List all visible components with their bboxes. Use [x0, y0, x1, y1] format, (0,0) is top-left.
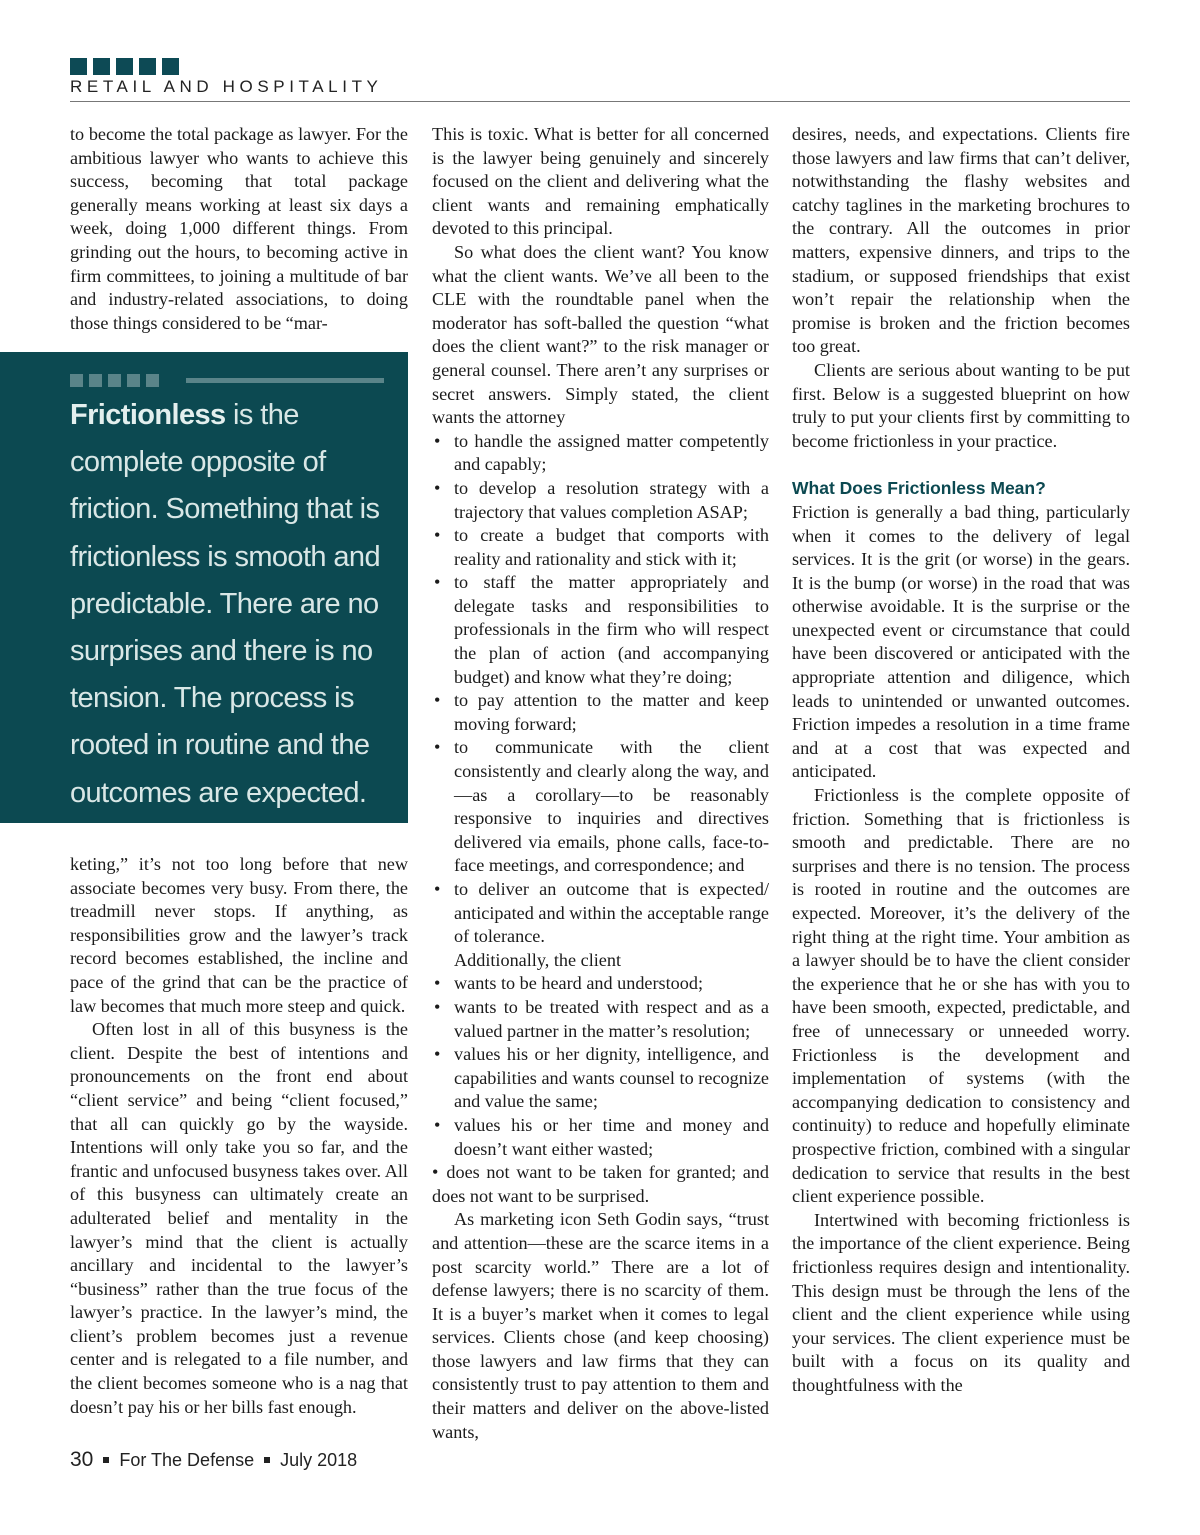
paragraph: As marketing icon Seth Godin says, “trust and attention—these are the scarce items in a post scarcity world.” There are a lot of defense lawyers; there is no scarcity of them. It is a buyer’s market when it comes to legal services. Clients chose (and keep choosing) those lawyers and law firms that they can consistently trust to pay attention to them and their matters and deliver on the above-listed wants,: [432, 1209, 769, 1442]
list-item: • to pay attention to the matter and keep moving forward;: [432, 689, 769, 736]
header-ornament-squares: [70, 58, 179, 75]
pull-quote-text: [70, 392, 400, 817]
publication-name: For The Defense: [119, 1450, 255, 1470]
ornament-square: [139, 58, 156, 75]
section-label: RETAIL AND HOSPITALITY: [70, 77, 383, 96]
list-item: • wants to be heard and understood;: [432, 972, 769, 996]
page-footer: [70, 1448, 357, 1472]
footer-separator: [103, 1457, 109, 1463]
ornament-square: [89, 374, 102, 387]
list-item: • to communicate with the client consistently and clearly along the way, and—as a corollary—to be reasonably responsive to inquiries and directives delivered via emails, phone calls, face-to-face meetings, and correspondence; and: [432, 736, 769, 878]
paragraph: desires, needs, and expectations. Clients fire those lawyers and law firms that can’t deliver, notwithstanding the flashy websites and catchy taglines in the marketing brochures to the contrary. All the outcomes in prior matters, expensive dinners, and trips to the stadium, or supposed friendships that exist won’t repair the relationship when the promise is broken and the friction becomes too great.: [792, 124, 1130, 357]
paragraph: keting,” it’s not too long before that new associate becomes very busy. From there, the treadmill never stops. If anything, as responsibilities grow and the lawyer’s track record becomes established, the incline and pace of the grind that can be the practice of law becomes that much more steep and quick.: [70, 854, 408, 1016]
list-item: • values his or her time and money and doesn’t want either wasted;: [432, 1114, 769, 1161]
paragraph: Intertwined with becoming frictionless is the importance of the client experience. Being frictionless requires design and intentionality. This design must be through the lens of the client and the client experience while using your services. The client experience must be built with a focus on its quality and thoughtfulness with the: [792, 1209, 1130, 1395]
pull-quote-body: is the complete opposite of friction. Something that is frictionless is smooth and predictable. There are no surprises and there is no tension. The process is rooted in routine and the outcomes are expected.: [70, 399, 380, 809]
column-1-bottom: [70, 853, 408, 1419]
ornament-square: [146, 374, 159, 387]
ornament-square: [70, 374, 83, 387]
header-divider: [70, 101, 1130, 102]
paragraph: Clients are serious about wanting to be put first. Below is a suggested blueprint on how truly to put your clients first by committing to become frictionless in your practice.: [792, 359, 1130, 451]
column-2: [432, 123, 769, 1444]
ornament-square: [70, 58, 87, 75]
pull-quote-box: [0, 352, 408, 823]
client-values-list: [432, 972, 769, 1208]
ornament-square: [108, 374, 121, 387]
paragraph: This is toxic. What is better for all concerned is the lawyer being genuinely and sincerely focused on the client and delivering what the client wants and remaining emphatically devoted to this principal.: [432, 124, 769, 239]
list-item: • to develop a resolution strategy with a trajectory that values completion ASAP;: [432, 477, 769, 524]
paragraph: So what does the client want? You know what the client wants. We’ve all been to the CLE with the roundtable panel when the moderator has soft-balled the question “what does the client want?” to the risk manager or general counsel. There aren’t any surprises or secret answers. Simply stated, the client wants the attorney: [432, 241, 769, 428]
issue-date: July 2018: [280, 1450, 358, 1470]
list-item: • wants to be treated with respect and as a valued partner in the matter’s resolution;: [432, 996, 769, 1043]
footer-separator: [264, 1457, 270, 1463]
ornament-square: [162, 58, 179, 75]
client-wants-list: [432, 430, 769, 949]
paragraph: Friction is generally a bad thing, particularly when it comes to the delivery of legal services. It is the grit (or worse) in the gears. It is the bump (or worse) in the road that was otherwise avoidable. It is the surprise or the unexpected event or circumstance that could have been discovered or anticipated with the appropriate attention and diligence, which leads to unintended or unwanted outcomes. Friction impedes a resolution in a time frame and at a cost that was expected and anticipated.: [792, 501, 1130, 782]
section-subheading: What Does Frictionless Mean?: [792, 478, 1046, 499]
list-item: • to deliver an outcome that is expected/ anticipated and within the acceptable range of tolerance.: [432, 878, 769, 949]
list-item: • to handle the assigned matter competently and capably;: [432, 430, 769, 477]
list-item: • to create a budget that comports with reality and rationality and stick with it;: [432, 524, 769, 571]
ornament-square: [127, 374, 140, 387]
pull-quote-lead: Frictionless: [70, 399, 226, 431]
list-item: • to staff the matter appropriately and delegate tasks and responsibilities to professionals in the firm who will respect the plan of action (and accompanying budget) and know what they’re doing;: [432, 571, 769, 689]
ornament-square: [93, 58, 110, 75]
pull-quote-rule: [186, 378, 384, 383]
page-number: 30: [70, 1448, 94, 1471]
column-1-top: [70, 123, 408, 335]
paragraph: Additionally, the client: [454, 949, 622, 970]
list-item: • values his or her dignity, intelligence, and capabilities and wants counsel to recognize and value the same;: [432, 1043, 769, 1114]
paragraph: to become the total package as lawyer. For the ambitious lawyer who wants to achieve this success, becoming that total package generally means working at least six days a week, doing 1,000 different things. From grinding out the hours, to becoming active in firm committees, to joining a multitude of bar and industry-related associations, to doing those things considered to be “mar-: [70, 124, 408, 333]
paragraph: Frictionless is the complete opposite of friction. Something that is frictionless is smooth and predictable. There are no surprises and there is no tension. The process is rooted in routine and the outcomes are expected. Moreover, it’s the delivery of the right thing at the right time. Your ambition as a lawyer should be to have the client consider the experience that he or she has with you to have been smooth, expected, predictable, and free of unnecessary or unneeded worry. Frictionless is the development and implementation of systems (with the accompanying dedication to consistency and continuity) to reduce and hopefully eliminate prospective friction, combined with a singular dedication to service that results in the best client experience possible.: [792, 785, 1130, 1207]
list-item: • does not want to be taken for granted; and does not want to be surprised.: [432, 1161, 769, 1208]
column-3: [792, 123, 1130, 1397]
pull-quote-ornament: [70, 374, 159, 387]
ornament-square: [116, 58, 133, 75]
paragraph: Often lost in all of this busyness is the client. Despite the best of intentions and pronouncements on the front end about “client service” and being “client focused,” that all can quickly go by the wayside. Intentions will only take you so far, and the frantic and unfocused busyness takes over. All of this busyness can ultimately create an adulterated belief and mentality in the lawyer’s mind that the client is actually ancillary and incidental to the lawyer’s “business” rather than the true focus of the lawyer’s practice. In the lawyer’s mind, the client’s problem becomes just a revenue center and is relegated to a file number, and the client becomes someone who is a nag that doesn’t pay his or her bills fast enough.: [70, 1019, 408, 1417]
